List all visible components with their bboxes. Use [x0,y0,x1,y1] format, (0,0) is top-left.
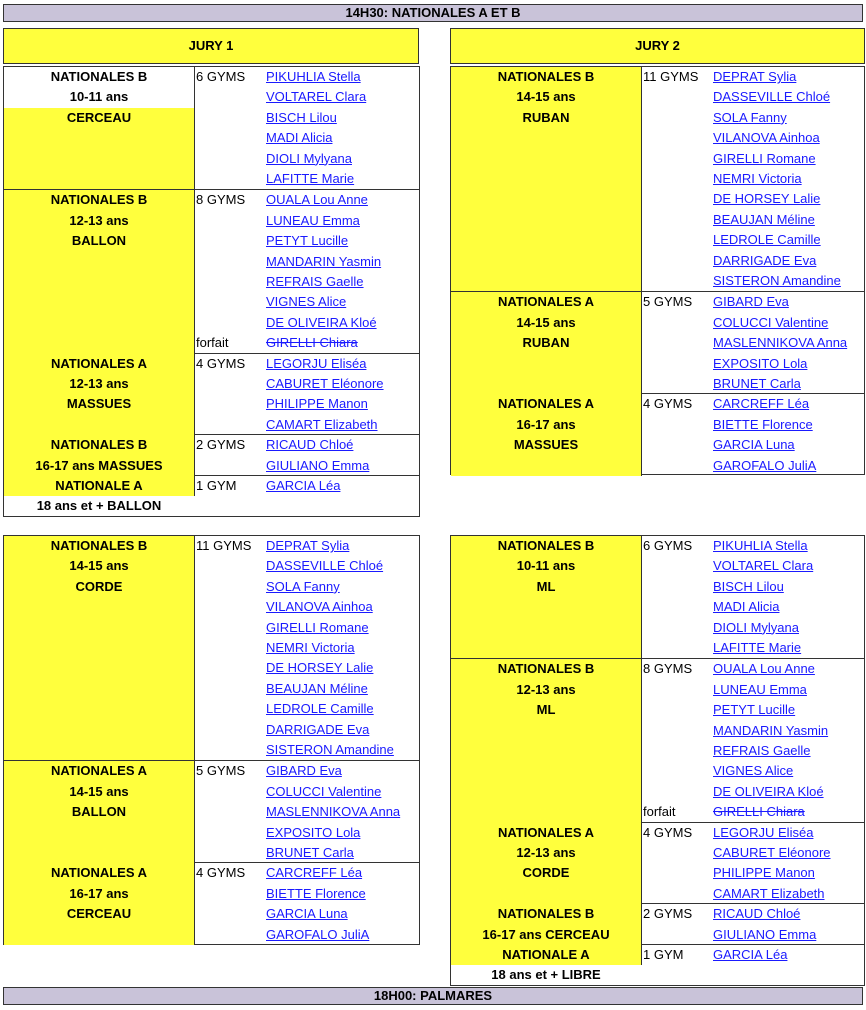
gymnast-link[interactable]: GARCIA Léa [713,947,788,962]
gymnast-link[interactable]: NEMRI Victoria [713,170,802,186]
gymnast-link[interactable]: COLUCCI Valentine [713,314,829,330]
gymnast-row [266,618,394,638]
gymnast-row [713,374,847,394]
category-label [4,190,195,353]
gymnast-row [266,699,394,719]
category-line: 12-13 ans [516,844,576,860]
gymnast-link[interactable]: VIGNES Alice [266,294,347,310]
gymnast-list [266,536,394,760]
category-line: 14-15 ans [69,558,129,574]
gymnast-row [266,108,366,128]
gymnast-row [266,354,384,374]
gymnast-row [713,313,847,333]
gym-count: 5 GYMS [196,763,246,779]
gymnast-link[interactable]: MANDARIN Yasmin [266,253,382,269]
gymnast-row [713,271,841,291]
gymnast-row [266,638,394,658]
category-group [4,862,419,945]
category-line: 10-11 ans [69,89,129,105]
category-label [4,435,195,476]
gymnast-row [266,740,394,760]
gymnast-list [713,67,841,291]
gymnast-link[interactable]: LUNEAU Emma [713,681,807,697]
panel-jury2-top [450,66,865,475]
category-line: NATIONALES B [497,906,595,922]
gymnast-link[interactable]: SOLA Fanny [266,578,340,594]
gymnast-link[interactable]: REFRAIS Gaelle [713,742,811,758]
gymnast-link[interactable]: BRUNET Carla [266,844,354,860]
gymnast-link[interactable]: BIETTE Florence [266,885,366,901]
gym-count: 6 GYMS [196,69,246,84]
category-line: NATIONALE A [502,947,590,962]
gymnast-link[interactable]: PIKUHLIA Stella [713,538,808,553]
category-line: NATIONALES B [50,69,148,84]
gym-count: 6 GYMS [643,538,693,553]
category-line: CERCEAU [66,906,132,922]
gymnast-list [266,476,340,496]
category-line: NATIONALES B [497,661,595,677]
category-line: NATIONALES A [50,355,148,371]
gymnast-row [713,169,841,189]
gymnast-link[interactable]: DE HORSEY Lalie [266,660,374,676]
panel-jury1-top [3,66,420,517]
category-line: 12-13 ans [69,212,129,228]
category-label [451,394,642,476]
gymnast-row [713,292,847,312]
category-label [451,945,642,983]
gymnast-link[interactable]: DASSEVILLE Chloé [266,558,384,574]
gymnast-link[interactable]: DEPRAT Sylia [713,69,797,84]
gymnast-row [713,108,841,128]
gymnast-row [266,190,381,210]
gymnast-row [266,884,369,904]
gymnast-list [266,67,366,189]
category-line: 14-15 ans [516,314,576,330]
category-line: 16-17 ans [69,885,129,901]
category-label [451,536,642,658]
gymnast-row [266,374,384,394]
gymnast-row [266,333,381,353]
gymnast-link[interactable]: GIBARD Eva [266,763,342,779]
gymnast-row [266,169,366,189]
category-line: NATIONALES A [497,824,595,840]
gymnast-row [713,435,816,455]
category-line: NATIONALES A [50,865,148,881]
gymnast-list [266,190,381,353]
gym-count: 1 GYM [643,947,684,962]
gymnast-link[interactable]: CARCREFF Léa [266,865,363,881]
gymnast-row [266,87,366,107]
gym-count: 11 GYMS [643,69,699,84]
category-line: 14-15 ans [516,89,576,105]
category-line: RUBAN [522,109,570,125]
category-line: CORDE [75,578,123,594]
category-group [451,822,864,905]
gymnast-row [713,680,828,700]
gymnast-row [266,597,394,617]
gymnast-row [713,456,816,476]
category-group [451,903,864,945]
gym-count: 2 GYMS [643,906,693,922]
gym-count: 4 GYMS [196,355,246,371]
category-group [4,189,419,353]
gymnast-link[interactable]: EXPOSITO Lola [266,824,361,840]
gymnast-row [266,149,366,169]
gymnast-list [266,354,384,436]
gymnast-link[interactable]: MASLENNIKOVA Anna [713,335,848,351]
gymnast-row [266,456,369,476]
gymnast-row [713,128,841,148]
forfait-note: forfait [196,335,229,351]
gymnast-row [713,87,841,107]
gymnast-row [266,128,366,148]
gymnast-row [713,843,831,863]
gym-count: 5 GYMS [643,294,693,310]
gymnast-row [713,721,828,741]
gymnast-row [713,618,813,638]
gymnast-row [266,843,400,863]
gymnast-link[interactable]: VOLTAREL Clara [266,89,367,105]
gymnast-list [713,394,816,476]
category-line: 12-13 ans [69,375,129,391]
jury1-header: JURY 1 [3,28,419,64]
gymnast-row [713,394,816,414]
gymnast-link[interactable]: BIETTE Florence [713,416,813,432]
category-label [4,863,195,945]
category-group [451,658,864,822]
gymnast-row [266,823,400,843]
gymnast-link[interactable]: COLUCCI Valentine [266,783,382,799]
gymnast-link[interactable]: GARCIA Luna [713,437,795,453]
gymnast-row [266,802,400,822]
category-line: MASSUES [66,396,132,412]
gymnast-link[interactable]: PHILIPPE Manon [266,396,368,412]
gymnast-link[interactable]: CAMART Elizabeth [266,416,378,432]
gymnast-list [713,292,847,394]
gymnast-link[interactable]: PETYT Lucille [266,233,349,249]
category-line: 12-13 ans [516,681,576,697]
gymnast-row [266,658,394,678]
category-line: NATIONALES A [50,763,148,779]
gymnast-link[interactable]: LAFITTE Marie [266,170,355,186]
gymnast-list [713,823,831,905]
gymnast-row [713,863,831,883]
gymnast-link[interactable]: MADI Alicia [713,599,780,615]
gymnast-link[interactable]: VOLTAREL Clara [713,558,814,574]
category-label [451,67,642,291]
panel-jury1-bottom [3,535,420,945]
category-line: NATIONALES B [497,538,595,553]
gymnast-row [713,741,828,761]
category-group [4,536,419,760]
category-line: RUBAN [522,335,570,351]
category-group [451,291,864,394]
gymnast-row [713,556,813,576]
gym-count: 8 GYMS [643,661,693,677]
gymnast-row [713,333,847,353]
gymnast-link[interactable]: OUALA Lou Anne [266,192,368,208]
gymnast-link[interactable]: LEDROLE Camille [713,232,821,248]
gymnast-link[interactable]: LAFITTE Marie [713,639,802,655]
gym-count: 4 GYMS [196,865,246,881]
gymnast-row [713,700,828,720]
category-line: NATIONALES A [497,396,595,412]
gymnast-row [266,536,394,556]
category-line: NATIONALES B [50,192,148,208]
gymnast-link[interactable]: GIRELLI Chiara [266,335,358,351]
forfait-note: forfait [643,804,676,820]
gymnast-link[interactable]: GARCIA Léa [266,478,341,493]
gymnast-row [713,536,813,556]
gymnast-link[interactable]: DIOLI Mylyana [266,150,352,166]
gymnast-link[interactable]: DE HORSEY Lalie [713,191,821,207]
gymnast-row [266,272,381,292]
category-line: 18 ans et + BALLON [36,498,162,514]
gymnast-row [266,415,384,435]
gymnast-link[interactable]: SISTERON Amandine [266,741,394,757]
gymnast-link[interactable]: GIRELLI Romane [266,619,369,635]
category-line: NATIONALES B [50,538,148,553]
gymnast-row [713,210,841,230]
gymnast-link[interactable]: DE OLIVEIRA Kloé [266,314,377,330]
category-line: NATIONALES A [497,294,595,310]
category-line: BALLON [71,804,127,820]
gymnast-link[interactable]: SISTERON Amandine [713,272,841,288]
gymnast-row [266,313,381,333]
category-line: BALLON [71,233,127,249]
category-group [4,353,419,436]
gymnast-link[interactable]: OUALA Lou Anne [713,661,815,677]
gymnast-row [713,597,813,617]
gymnast-link[interactable]: BEAUJAN Méline [266,680,368,696]
gymnast-row [713,659,828,679]
gymnast-row [266,292,381,312]
gymnast-link[interactable]: GIULIANO Emma [713,926,817,942]
gymnast-link[interactable]: DASSEVILLE Chloé [713,89,831,105]
gymnast-row [266,577,394,597]
gymnast-link[interactable]: PHILIPPE Manon [713,865,815,881]
gymnast-row [266,231,381,251]
gymnast-list [713,904,816,945]
gymnast-link[interactable]: GIRELLI Romane [713,150,816,166]
gymnast-row [713,884,831,904]
gymnast-link[interactable]: BISCH Lilou [713,578,784,594]
category-label [451,823,642,905]
category-line: CORDE [522,865,570,881]
gymnast-row [266,925,369,945]
category-label [451,904,642,945]
gymnast-row [266,761,400,781]
gymnast-link[interactable]: GIBARD Eva [713,294,789,310]
gymnast-row [266,394,384,414]
gym-count: 4 GYMS [643,396,693,412]
category-line: NATIONALES B [497,69,595,84]
header-band: 14H30: NATIONALES A ET B [3,4,863,22]
gymnast-link[interactable]: BEAUJAN Méline [713,211,815,227]
category-group [451,944,864,983]
category-line: NATIONALES B [50,437,148,453]
gymnast-link[interactable]: BISCH Lilou [266,109,337,125]
gymnast-list [713,659,828,822]
gymnast-list [713,536,813,658]
gym-count: 8 GYMS [196,192,246,208]
category-line: 16-17 ans [516,416,576,432]
category-group [4,434,419,476]
gym-count: 1 GYM [196,478,237,493]
category-line: 10-11 ans [516,558,576,574]
gymnast-link[interactable]: BRUNET Carla [713,375,801,391]
category-group [4,475,419,514]
gymnast-link[interactable]: CABURET Eléonore [266,375,384,391]
gymnast-link[interactable]: LEGORJU Eliséa [266,355,367,371]
gymnast-row [266,720,394,740]
gymnast-link[interactable]: PETYT Lucille [713,702,796,718]
gymnast-list [266,435,369,476]
gymnast-row [266,67,366,87]
gymnast-link[interactable]: CABURET Eléonore [713,844,831,860]
gymnast-link[interactable]: REFRAIS Gaelle [266,273,364,289]
category-label [4,536,195,760]
gymnast-row [713,149,841,169]
category-label [4,67,195,189]
gymnast-list [266,863,369,945]
category-label [4,476,195,514]
gymnast-link[interactable]: MADI Alicia [266,130,333,146]
gymnast-link[interactable]: GIRELLI Chiara [713,804,805,820]
category-line: 18 ans et + LIBRE [491,967,601,983]
gymnast-link[interactable]: VILANOVA Ainhoa [266,599,373,615]
gymnast-row [713,189,841,209]
gymnast-row [713,638,813,658]
gymnast-row [713,925,816,945]
category-group [451,393,864,476]
gymnast-link[interactable]: PIKUHLIA Stella [266,69,361,84]
category-group [4,67,419,189]
gymnast-link[interactable]: GAROFALO JuliA [713,457,817,473]
gymnast-link[interactable]: EXPOSITO Lola [713,355,808,371]
category-line: ML [536,702,556,718]
gymnast-row [266,252,381,272]
gymnast-list [266,761,400,863]
gymnast-row [713,251,841,271]
category-line: 14-15 ans [69,783,129,799]
gymnast-link[interactable]: GAROFALO JuliA [266,926,370,942]
gymnast-row [266,782,400,802]
footer-band: 18H00: PALMARES [3,987,863,1005]
gymnast-link[interactable]: DEPRAT Sylia [266,538,350,553]
gymnast-link[interactable]: RICAUD Chloé [266,437,354,453]
category-group [4,760,419,863]
gymnast-list [713,945,787,965]
gymnast-row [266,211,381,231]
gymnast-link[interactable]: CARCREFF Léa [713,396,810,412]
category-label [451,292,642,394]
gymnast-link[interactable]: LUNEAU Emma [266,212,360,228]
gymnast-link[interactable]: GIULIANO Emma [266,457,370,473]
gymnast-row [713,904,816,924]
gymnast-row [266,435,369,455]
gymnast-link[interactable]: DARRIGADE Eva [266,721,370,737]
gymnast-row [713,945,787,965]
gymnast-row [713,415,816,435]
gymnast-link[interactable]: DARRIGADE Eva [713,252,817,268]
gymnast-link[interactable]: RICAUD Chloé [713,906,801,922]
gymnast-link[interactable]: DIOLI Mylyana [713,619,799,635]
gymnast-row [266,904,369,924]
category-group [451,536,864,658]
gymnast-row [713,782,828,802]
category-line: ML [536,578,556,594]
gymnast-row [713,761,828,781]
category-line: 16-17 ans MASSUES [35,457,163,473]
gymnast-link[interactable]: LEGORJU Eliséa [713,824,814,840]
gymnast-row [266,863,369,883]
category-line: MASSUES [513,437,579,453]
category-line: NATIONALE A [55,478,143,493]
gymnast-row [266,476,340,496]
gymnast-link[interactable]: NEMRI Victoria [266,639,355,655]
panel-jury2-bottom [450,535,865,986]
gymnast-link[interactable]: SOLA Fanny [713,109,787,125]
gymnast-link[interactable]: DE OLIVEIRA Kloé [713,783,824,799]
gymnast-link[interactable]: VIGNES Alice [713,763,794,779]
gymnast-row [713,230,841,250]
gymnast-link[interactable]: CAMART Elizabeth [713,885,825,901]
category-label [4,354,195,436]
gymnast-row [713,823,831,843]
gymnast-row [713,802,828,822]
gymnast-row [713,354,847,374]
gymnast-row [713,67,841,87]
jury2-header: JURY 2 [450,28,865,64]
category-label [4,761,195,863]
gym-count: 11 GYMS [196,538,252,553]
gymnast-link[interactable]: VILANOVA Ainhoa [713,130,820,146]
gymnast-row [713,577,813,597]
gymnast-row [266,556,394,576]
gym-count: 2 GYMS [196,437,246,453]
gymnast-link[interactable]: LEDROLE Camille [266,701,374,717]
gymnast-link[interactable]: MANDARIN Yasmin [713,722,829,738]
category-line: CERCEAU [66,109,132,125]
gymnast-link[interactable]: GARCIA Luna [266,906,348,922]
gym-count: 4 GYMS [643,824,693,840]
category-group [451,67,864,291]
category-line: 16-17 ans CERCEAU [482,926,610,942]
gymnast-row [266,679,394,699]
category-label [451,659,642,822]
gymnast-link[interactable]: MASLENNIKOVA Anna [266,804,401,820]
